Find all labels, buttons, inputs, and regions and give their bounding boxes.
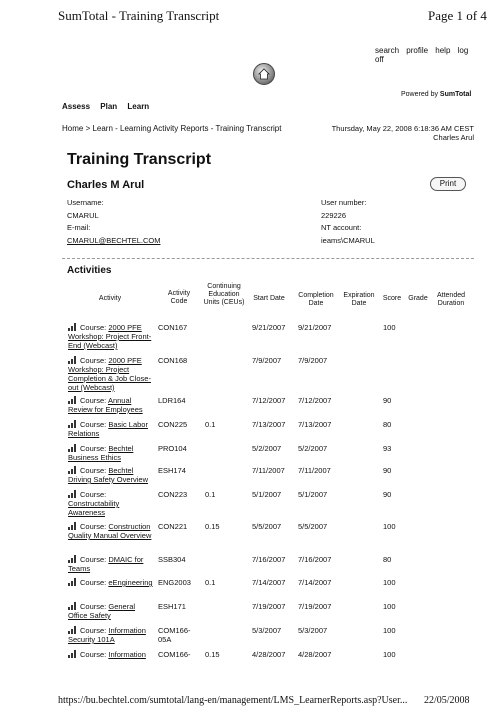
course-link[interactable]: Constructability Awareness (68, 499, 120, 517)
activity-code: CON225 (158, 420, 188, 429)
col-completion-date: Completion Date (298, 292, 334, 308)
course-link[interactable]: DMAIC for Teams (68, 555, 144, 573)
table-row-activity (68, 650, 154, 659)
col-attended-duration: Attended Duration (436, 292, 466, 308)
col-expiration-date: Expiration Date (343, 292, 375, 308)
course-icon (68, 490, 78, 498)
completion-date: 5/3/2007 (298, 626, 328, 635)
col-activity-code: Activity Code (167, 290, 191, 306)
course-prefix: Course: (80, 490, 107, 499)
powered-by-prefix: Powered by (401, 91, 438, 98)
col-activity: Activity (98, 295, 122, 302)
activity-code: ESH174 (158, 466, 186, 475)
ceu-value: 0.15 (205, 650, 220, 659)
log-off-link[interactable]: log off (375, 46, 469, 64)
start-date: 9/21/2007 (252, 323, 286, 332)
activity-code: CON168 (158, 356, 188, 365)
score-value: 80 (383, 555, 392, 564)
table-row-activity (68, 602, 154, 620)
user-name: Charles M Arul (67, 179, 145, 191)
table-row-activity (68, 490, 154, 517)
course-link[interactable]: Basic Labor Relations (68, 420, 148, 438)
completion-date: 7/16/2007 (298, 555, 332, 564)
activity-code: CON221 (158, 522, 188, 531)
course-prefix: Course: (80, 650, 109, 659)
user-number-label: User number: (321, 198, 367, 207)
search-link[interactable]: search (375, 46, 400, 55)
ceu-value: 0.1 (205, 490, 216, 499)
start-date: 7/11/2007 (252, 466, 285, 475)
course-link[interactable]: Construction Quality Manual Overview (68, 522, 152, 540)
course-link[interactable]: 2000 PFE Workshop: Project Completion & Job Close-out (Webcast) (68, 356, 151, 392)
datetime-line: Thursday, May 22, 2008 6:18:36 AM CEST (331, 124, 474, 133)
page-title: Training Transcript (67, 151, 212, 168)
score-value: 100 (383, 323, 396, 332)
course-link[interactable]: Information Security 101A (68, 626, 146, 644)
table-row-activity (68, 396, 154, 414)
completion-date: 5/2/2007 (298, 444, 328, 453)
email-label: E-mail: (67, 223, 91, 232)
section-divider (62, 258, 474, 259)
course-link[interactable]: 2000 PFE Workshop: Project Front-End (Webcast) (68, 323, 152, 350)
completion-date: 7/11/2007 (298, 466, 331, 475)
completion-date: 4/28/2007 (298, 650, 332, 659)
table-row-activity (68, 356, 154, 392)
col-score: Score (382, 295, 402, 302)
table-row-activity (68, 444, 154, 462)
start-date: 7/14/2007 (252, 578, 286, 587)
course-link[interactable]: Annual Review for Employees (68, 396, 143, 414)
score-value: 80 (383, 420, 392, 429)
user-number-value: 229226 (321, 211, 347, 220)
score-value: 100 (383, 626, 396, 635)
start-date: 5/2/2007 (252, 444, 282, 453)
start-date: 4/28/2007 (252, 650, 286, 659)
home-icon[interactable] (253, 63, 275, 85)
start-date: 5/5/2007 (252, 522, 282, 531)
nt-account-value: ieams\CMARUL (321, 236, 375, 245)
course-prefix: Course: (80, 396, 108, 405)
ceu-value: 0.15 (205, 522, 220, 531)
course-icon (68, 356, 78, 364)
course-prefix: Course: (80, 555, 109, 564)
course-prefix: Course: (80, 578, 109, 587)
course-link[interactable]: Information (108, 650, 146, 659)
score-value: 100 (383, 602, 396, 611)
activity-code: CON167 (158, 323, 188, 332)
score-value: 100 (383, 650, 396, 659)
course-link[interactable]: eEngineering (108, 578, 153, 587)
score-value: 93 (383, 444, 392, 453)
footer-date: 22/05/2008 (424, 695, 470, 706)
col-start-date: Start Date (253, 295, 285, 302)
activity-code: COM166- (158, 650, 191, 659)
print-page-number: Page 1 of 4 (428, 8, 487, 23)
course-icon (68, 650, 78, 658)
course-link[interactable]: Bechtel Driving Safety Overview (68, 466, 149, 484)
breadcrumb[interactable]: Home > Learn - Learning Activity Reports - Training Transcript (62, 124, 282, 133)
table-row-activity (68, 626, 154, 644)
course-prefix: Course: (80, 602, 109, 611)
course-icon (68, 444, 78, 452)
score-value: 90 (383, 490, 392, 499)
course-icon (68, 578, 78, 586)
activity-code: SSB304 (158, 555, 186, 564)
score-value: 90 (383, 396, 392, 405)
ceu-value: 0.1 (205, 578, 216, 587)
course-icon (68, 602, 78, 610)
ceu-value: 0.1 (205, 420, 216, 429)
course-prefix: Course: (80, 323, 109, 332)
start-date: 5/1/2007 (252, 490, 282, 499)
table-row-activity (68, 555, 154, 573)
nav-assess[interactable]: Assess (62, 102, 91, 111)
activity-code: ENG2003 (158, 578, 191, 587)
table-row-activity (68, 522, 154, 540)
help-link[interactable]: help (435, 46, 451, 55)
profile-link[interactable]: profile (406, 46, 429, 55)
completion-date: 5/1/2007 (298, 490, 328, 499)
course-icon (68, 555, 78, 563)
completion-date: 7/14/2007 (298, 578, 332, 587)
score-value: 100 (383, 578, 396, 587)
powered-by-brand: SumTotal (439, 91, 472, 98)
table-row-activity (68, 323, 154, 350)
table-row-activity (68, 578, 154, 587)
course-icon (68, 420, 78, 428)
course-link[interactable]: General Office Safety (68, 602, 136, 620)
table-row-activity (68, 420, 154, 438)
completion-date: 7/19/2007 (298, 602, 332, 611)
course-icon (68, 396, 78, 404)
course-prefix: Course: (80, 444, 109, 453)
activity-code: PRO104 (158, 444, 187, 453)
score-value: 100 (383, 522, 396, 531)
course-icon (68, 466, 78, 474)
course-icon (68, 522, 78, 530)
activity-code: LDR164 (158, 396, 186, 405)
print-header-title: SumTotal - Training Transcript (58, 8, 220, 23)
course-icon (68, 626, 78, 634)
start-date: 7/9/2007 (252, 356, 282, 365)
completion-date: 7/9/2007 (298, 356, 328, 365)
start-date: 7/12/2007 (252, 396, 286, 405)
nav-learn[interactable]: Learn (127, 102, 150, 111)
start-date: 5/3/2007 (252, 626, 282, 635)
main-nav (62, 102, 157, 111)
start-date: 7/16/2007 (252, 555, 286, 564)
activity-code: ESH171 (158, 602, 186, 611)
course-icon (68, 323, 78, 331)
course-prefix: Course: (80, 626, 109, 635)
activities-heading: Activities (67, 265, 112, 276)
start-date: 7/19/2007 (252, 602, 286, 611)
activity-code: CON223 (158, 490, 188, 499)
course-prefix: Course: (80, 466, 109, 475)
current-user: Charles Arul (433, 133, 474, 142)
print-button[interactable]: Print (430, 177, 466, 191)
course-prefix: Course: (80, 522, 109, 531)
top-links (375, 46, 474, 64)
course-link[interactable]: Bechtel Business Ethics (68, 444, 134, 462)
completion-date: 5/5/2007 (298, 522, 328, 531)
start-date: 7/13/2007 (252, 420, 286, 429)
datetime (326, 124, 474, 142)
nav-plan[interactable]: Plan (100, 102, 118, 111)
table-row-activity (68, 466, 154, 484)
activity-code: COM166-05A (158, 626, 191, 644)
course-prefix: Course: (80, 420, 109, 429)
completion-date: 7/13/2007 (298, 420, 332, 429)
col-ceus: Continuing Education Units (CEUs) (203, 283, 245, 307)
email-link[interactable]: CMARUL@BECHTEL.COM (67, 236, 161, 245)
col-grade: Grade (408, 295, 428, 302)
nt-account-label: NT account: (321, 223, 362, 232)
completion-date: 9/21/2007 (298, 323, 332, 332)
course-prefix: Course: (80, 356, 109, 365)
username-value: CMARUL (67, 211, 99, 220)
powered-by (401, 91, 471, 98)
score-value: 90 (383, 466, 392, 475)
completion-date: 7/12/2007 (298, 396, 332, 405)
footer-url: https://bu.bechtel.com/sumtotal/lang-en/management/LMS_LearnerReports.asp?User... (58, 695, 408, 706)
username-label: Username: (67, 198, 104, 207)
